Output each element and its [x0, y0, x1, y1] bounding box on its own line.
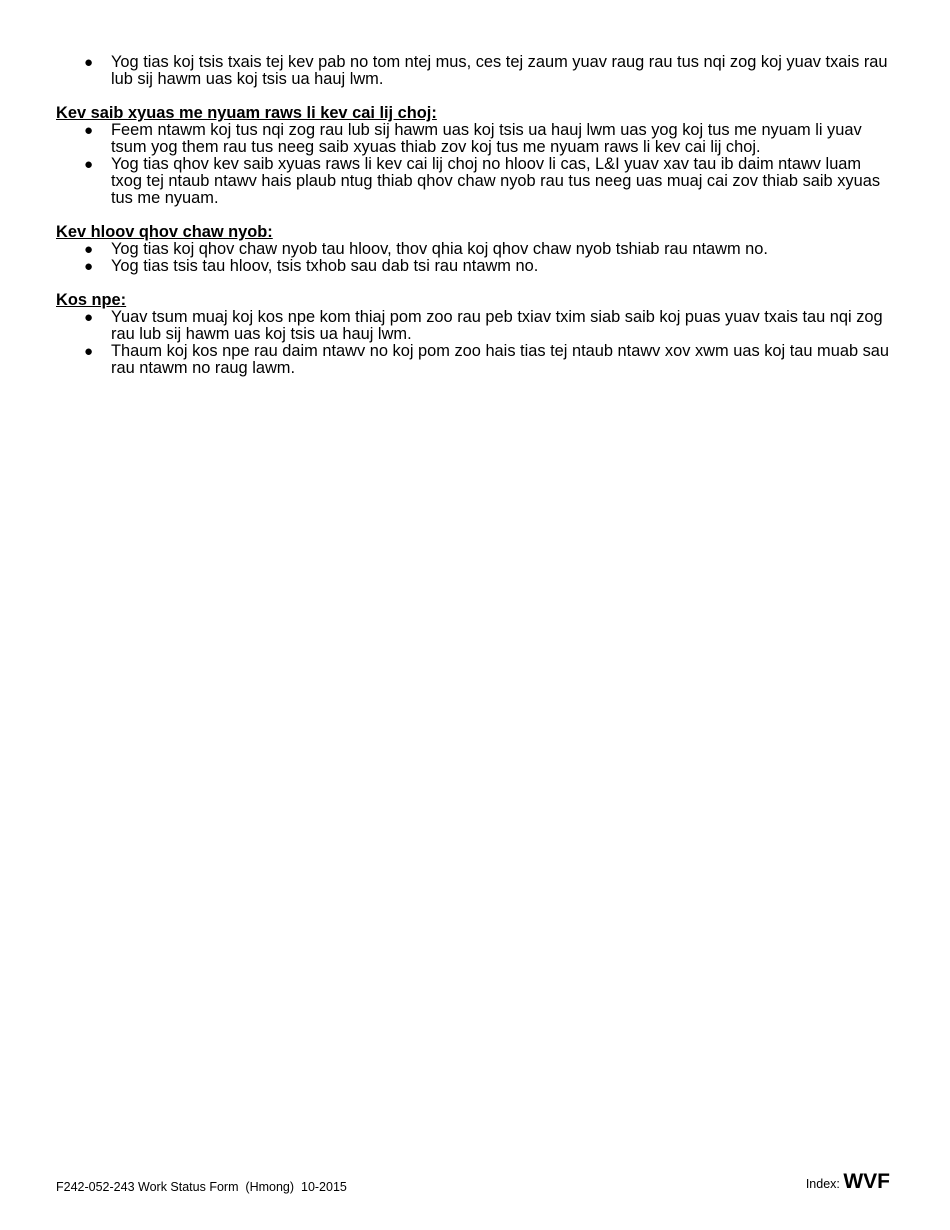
- list-item-text: Yuav tsum muaj koj kos npe kom thiaj pom zoo rau peb txiav txim siab saib koj puas yuav txais tau nqi zog rau lub sij hawm uas koj tsis ua hauj lwm.: [111, 308, 883, 343]
- list-item: [56, 258, 896, 275]
- list-item-text: Yog tias qhov kev saib xyuas raws li kev cai lij choj no hloov li cas, L&I yuav xav tau ib daim ntawv luam txog tej ntaub ntawv hais plaub ntug thiab qhov chaw nyob rau tus neeg uas muaj cai zov thiab saib xyuas tus me nyuam.: [111, 155, 881, 207]
- section-heading-text: Kos npe: [56, 291, 121, 309]
- bullet-icon: ●: [84, 122, 94, 139]
- list-item: [56, 343, 896, 377]
- list-item: [56, 241, 896, 258]
- bullet-icon: ●: [84, 54, 94, 71]
- section-heading: Kev hloov qhov chaw nyob:: [56, 223, 273, 241]
- section-signature: [56, 292, 896, 377]
- list-item: [56, 156, 896, 207]
- bullet-icon: ●: [84, 258, 94, 275]
- section-heading: Kev saib xyuas me nyuam raws li kev cai lij choj:: [56, 104, 437, 122]
- section-list: [56, 122, 896, 207]
- list-item: [56, 54, 896, 88]
- index-code: WVF: [843, 1170, 890, 1193]
- document-body: [56, 54, 896, 377]
- list-item-text: Yog tias koj qhov chaw nyob tau hloov, thov qhia koj qhov chaw nyob tshiab rau ntawm no.: [111, 240, 768, 258]
- list-item-text: Yog tias tsis tau hloov, tsis txhob sau dab tsi rau ntawm no.: [111, 257, 539, 275]
- list-item-text: Thaum koj kos npe rau daim ntawv no koj pom zoo hais tias tej ntaub ntawv xov xwm uas koj tau muab sau rau ntawm no raug lawm.: [111, 342, 890, 377]
- bullet-icon: ●: [84, 343, 94, 360]
- section-list: [56, 309, 896, 377]
- section-child-support: [56, 105, 896, 207]
- index-label: Index:: [805, 1177, 844, 1191]
- form-id: F242-052-243 Work Status Form (Hmong) 10-2015: [56, 1180, 347, 1194]
- section-heading: [56, 292, 896, 309]
- bullet-icon: ●: [84, 156, 94, 173]
- list-item-text: Yog tias koj tsis txais tej kev pab no tom ntej mus, ces tej zaum yuav raug rau tus nqi zog koj yuav txais rau lub sij hawm uas koj tsis ua hauj lwm.: [111, 53, 888, 88]
- list-item-text: Feem ntawm koj tus nqi zog rau lub sij hawm uas koj tsis ua hauj lwm uas yog koj tus me nyuam li yuav tsum yog them rau tus neeg saib xyuas thiab zov koj tus me nyuam raws li kev cai lij choj.: [111, 121, 862, 156]
- intro-list: [56, 54, 896, 88]
- bullet-icon: ●: [84, 241, 94, 258]
- list-item: [56, 309, 896, 343]
- list-item: [56, 122, 896, 156]
- section-list: [56, 241, 896, 275]
- form-index: [806, 1170, 890, 1194]
- section-heading-colon: :: [120, 291, 127, 309]
- bullet-icon: ●: [84, 309, 94, 326]
- section-address-change: [56, 224, 896, 275]
